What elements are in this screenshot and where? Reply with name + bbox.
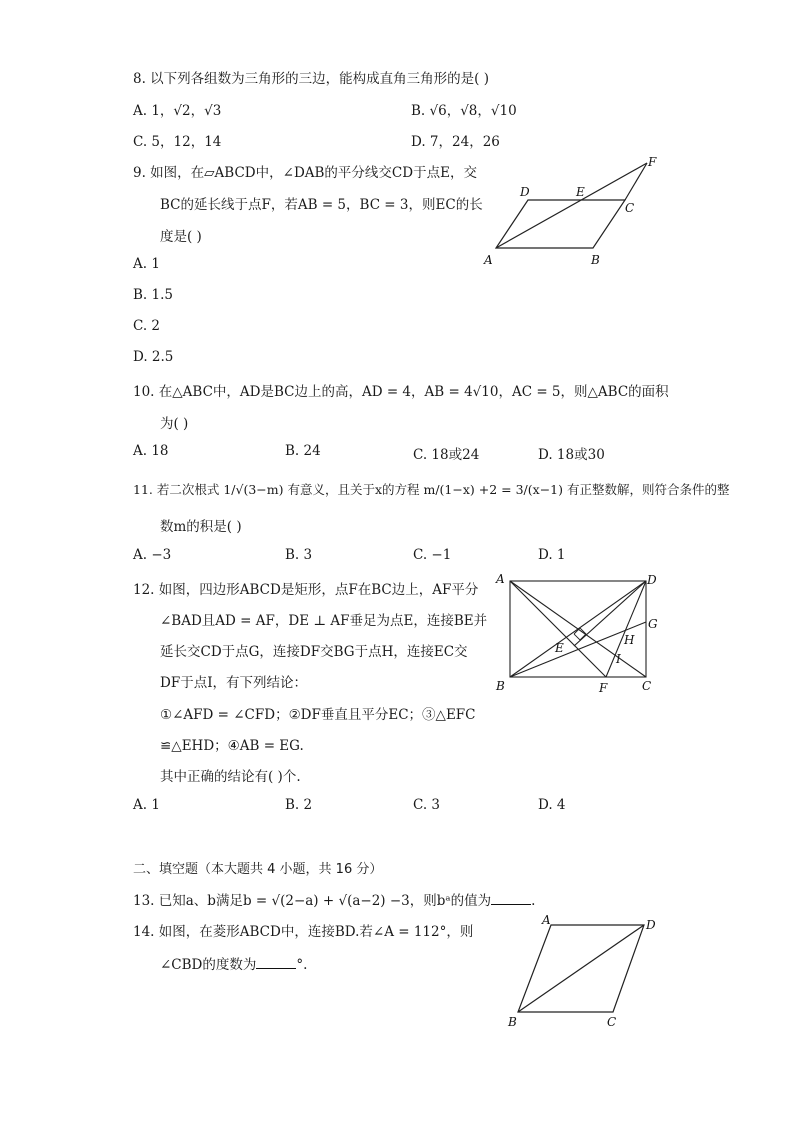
q13-text-after: . bbox=[531, 893, 536, 909]
q8-option-c: C. 5，12，14 bbox=[133, 134, 222, 150]
q9-label-e: E bbox=[576, 185, 585, 199]
question-10-stem-line2: 为( ) bbox=[160, 416, 189, 432]
q12-option-c: C. 3 bbox=[413, 797, 441, 813]
q12-label-f: F bbox=[599, 681, 608, 695]
q8-option-a: A. 1，√2，√3 bbox=[133, 103, 222, 119]
q9-label-d: D bbox=[520, 185, 530, 199]
q9-parallelogram-figure bbox=[480, 150, 670, 270]
question-9-stem-line1: 9. 如图，在▱ABCD中，∠DAB的平分线交CD于点E，交 bbox=[133, 165, 477, 181]
q12-label-a: A bbox=[496, 572, 505, 586]
question-12-stem-ask: 其中正确的结论有( )个. bbox=[160, 769, 301, 785]
q9-option-a: A. 1 bbox=[133, 256, 160, 272]
question-12-conclusions-line2: ≌△EHD；④AB = EG. bbox=[160, 738, 304, 754]
question-9-stem-line3: 度是( ) bbox=[160, 229, 202, 245]
q10-option-b: B. 24 bbox=[285, 443, 321, 459]
q14-label-d: D bbox=[646, 918, 656, 932]
q9-label-a: A bbox=[484, 253, 493, 267]
q14-rhombus-figure bbox=[500, 910, 670, 1035]
q14-text-before: ∠CBD的度数为 bbox=[160, 957, 257, 973]
question-12-stem-line2: ∠BAD且AD = AF，DE ⊥ AF垂足为点E，连接BE并 bbox=[160, 613, 488, 629]
q13-answer-blank bbox=[491, 892, 531, 905]
question-8-stem: 8. 以下列各组数为三角形的三边，能构成直角三角形的是( ) bbox=[133, 71, 489, 87]
q11-option-d: D. 1 bbox=[538, 547, 566, 563]
q10-option-d: D. 18或30 bbox=[538, 447, 605, 463]
section-2-title: 二、填空题（本大题共 4 小题，共 16 分） bbox=[133, 862, 383, 877]
question-12-stem-line3: 延长交CD于点G，连接DF交BG于点H，连接EC交 bbox=[160, 644, 468, 660]
question-9-stem-line2: BC的延长线于点F，若AB = 5，BC = 3，则EC的长 bbox=[160, 197, 483, 213]
question-14-stem-line2 bbox=[160, 953, 307, 973]
question-14-stem-line1: 14. 如图，在菱形ABCD中，连接BD.若∠A = 112°，则 bbox=[133, 924, 474, 940]
q13-text-before: 13. 已知a、b满足b = √(2−a) + √(a−2) −3，则bᵃ的值为 bbox=[133, 893, 492, 909]
q12-option-a: A. 1 bbox=[133, 797, 160, 813]
q9-label-c: C bbox=[625, 201, 635, 215]
q12-option-b: B. 2 bbox=[285, 797, 313, 813]
q10-option-c: C. 18或24 bbox=[413, 447, 480, 463]
q8-option-d: D. 7，24，26 bbox=[411, 134, 500, 150]
q9-option-b: B. 1.5 bbox=[133, 287, 173, 303]
q12-label-c: C bbox=[642, 679, 652, 693]
question-11-stem-line1: 11. 若二次根式 1/√(3−m) 有意义，且关于x的方程 m/(1−x) +2 = 3/(x−1) 有正整数解，则符合条件的整 bbox=[133, 482, 730, 497]
q12-option-d: D. 4 bbox=[538, 797, 566, 813]
q12-rectangle-figure bbox=[490, 570, 670, 700]
q9-label-b: B bbox=[591, 253, 600, 267]
q11-option-a: A. −3 bbox=[133, 547, 172, 563]
question-13-stem bbox=[133, 889, 535, 909]
q12-label-e: E bbox=[555, 641, 564, 655]
q9-option-d: D. 2.5 bbox=[133, 349, 174, 365]
q14-label-c: C bbox=[607, 1015, 617, 1029]
q9-option-c: C. 2 bbox=[133, 318, 161, 334]
q12-label-g: G bbox=[648, 617, 658, 631]
question-11-stem-line2: 数m的积是( ) bbox=[160, 519, 242, 535]
q11-option-c: C. −1 bbox=[413, 547, 452, 563]
q14-answer-blank bbox=[256, 956, 296, 969]
q12-label-b: B bbox=[496, 679, 505, 693]
q10-option-a: A. 18 bbox=[133, 443, 169, 459]
question-10-stem-line1: 10. 在△ABC中，AD是BC边上的高，AD = 4，AB = 4√10，AC = 5，则△ABC的面积 bbox=[133, 384, 669, 400]
question-12-stem-line1: 12. 如图，四边形ABCD是矩形，点F在BC边上，AF平分 bbox=[133, 582, 479, 598]
q12-label-h: H bbox=[624, 633, 635, 647]
q11-option-b: B. 3 bbox=[285, 547, 313, 563]
q12-label-i: I bbox=[616, 652, 621, 666]
q8-option-b: B. √6，√8，√10 bbox=[411, 103, 517, 119]
q14-label-b: B bbox=[508, 1015, 517, 1029]
q12-label-d: D bbox=[647, 573, 657, 587]
q9-label-f: F bbox=[648, 155, 657, 169]
question-12-conclusions-line1: ①∠AFD = ∠CFD；②DF垂直且平分EC；③△EFC bbox=[160, 707, 476, 723]
q14-text-after: °. bbox=[296, 957, 308, 973]
question-12-stem-line4: DF于点I，有下列结论： bbox=[160, 675, 308, 691]
q14-label-a: A bbox=[542, 913, 551, 927]
